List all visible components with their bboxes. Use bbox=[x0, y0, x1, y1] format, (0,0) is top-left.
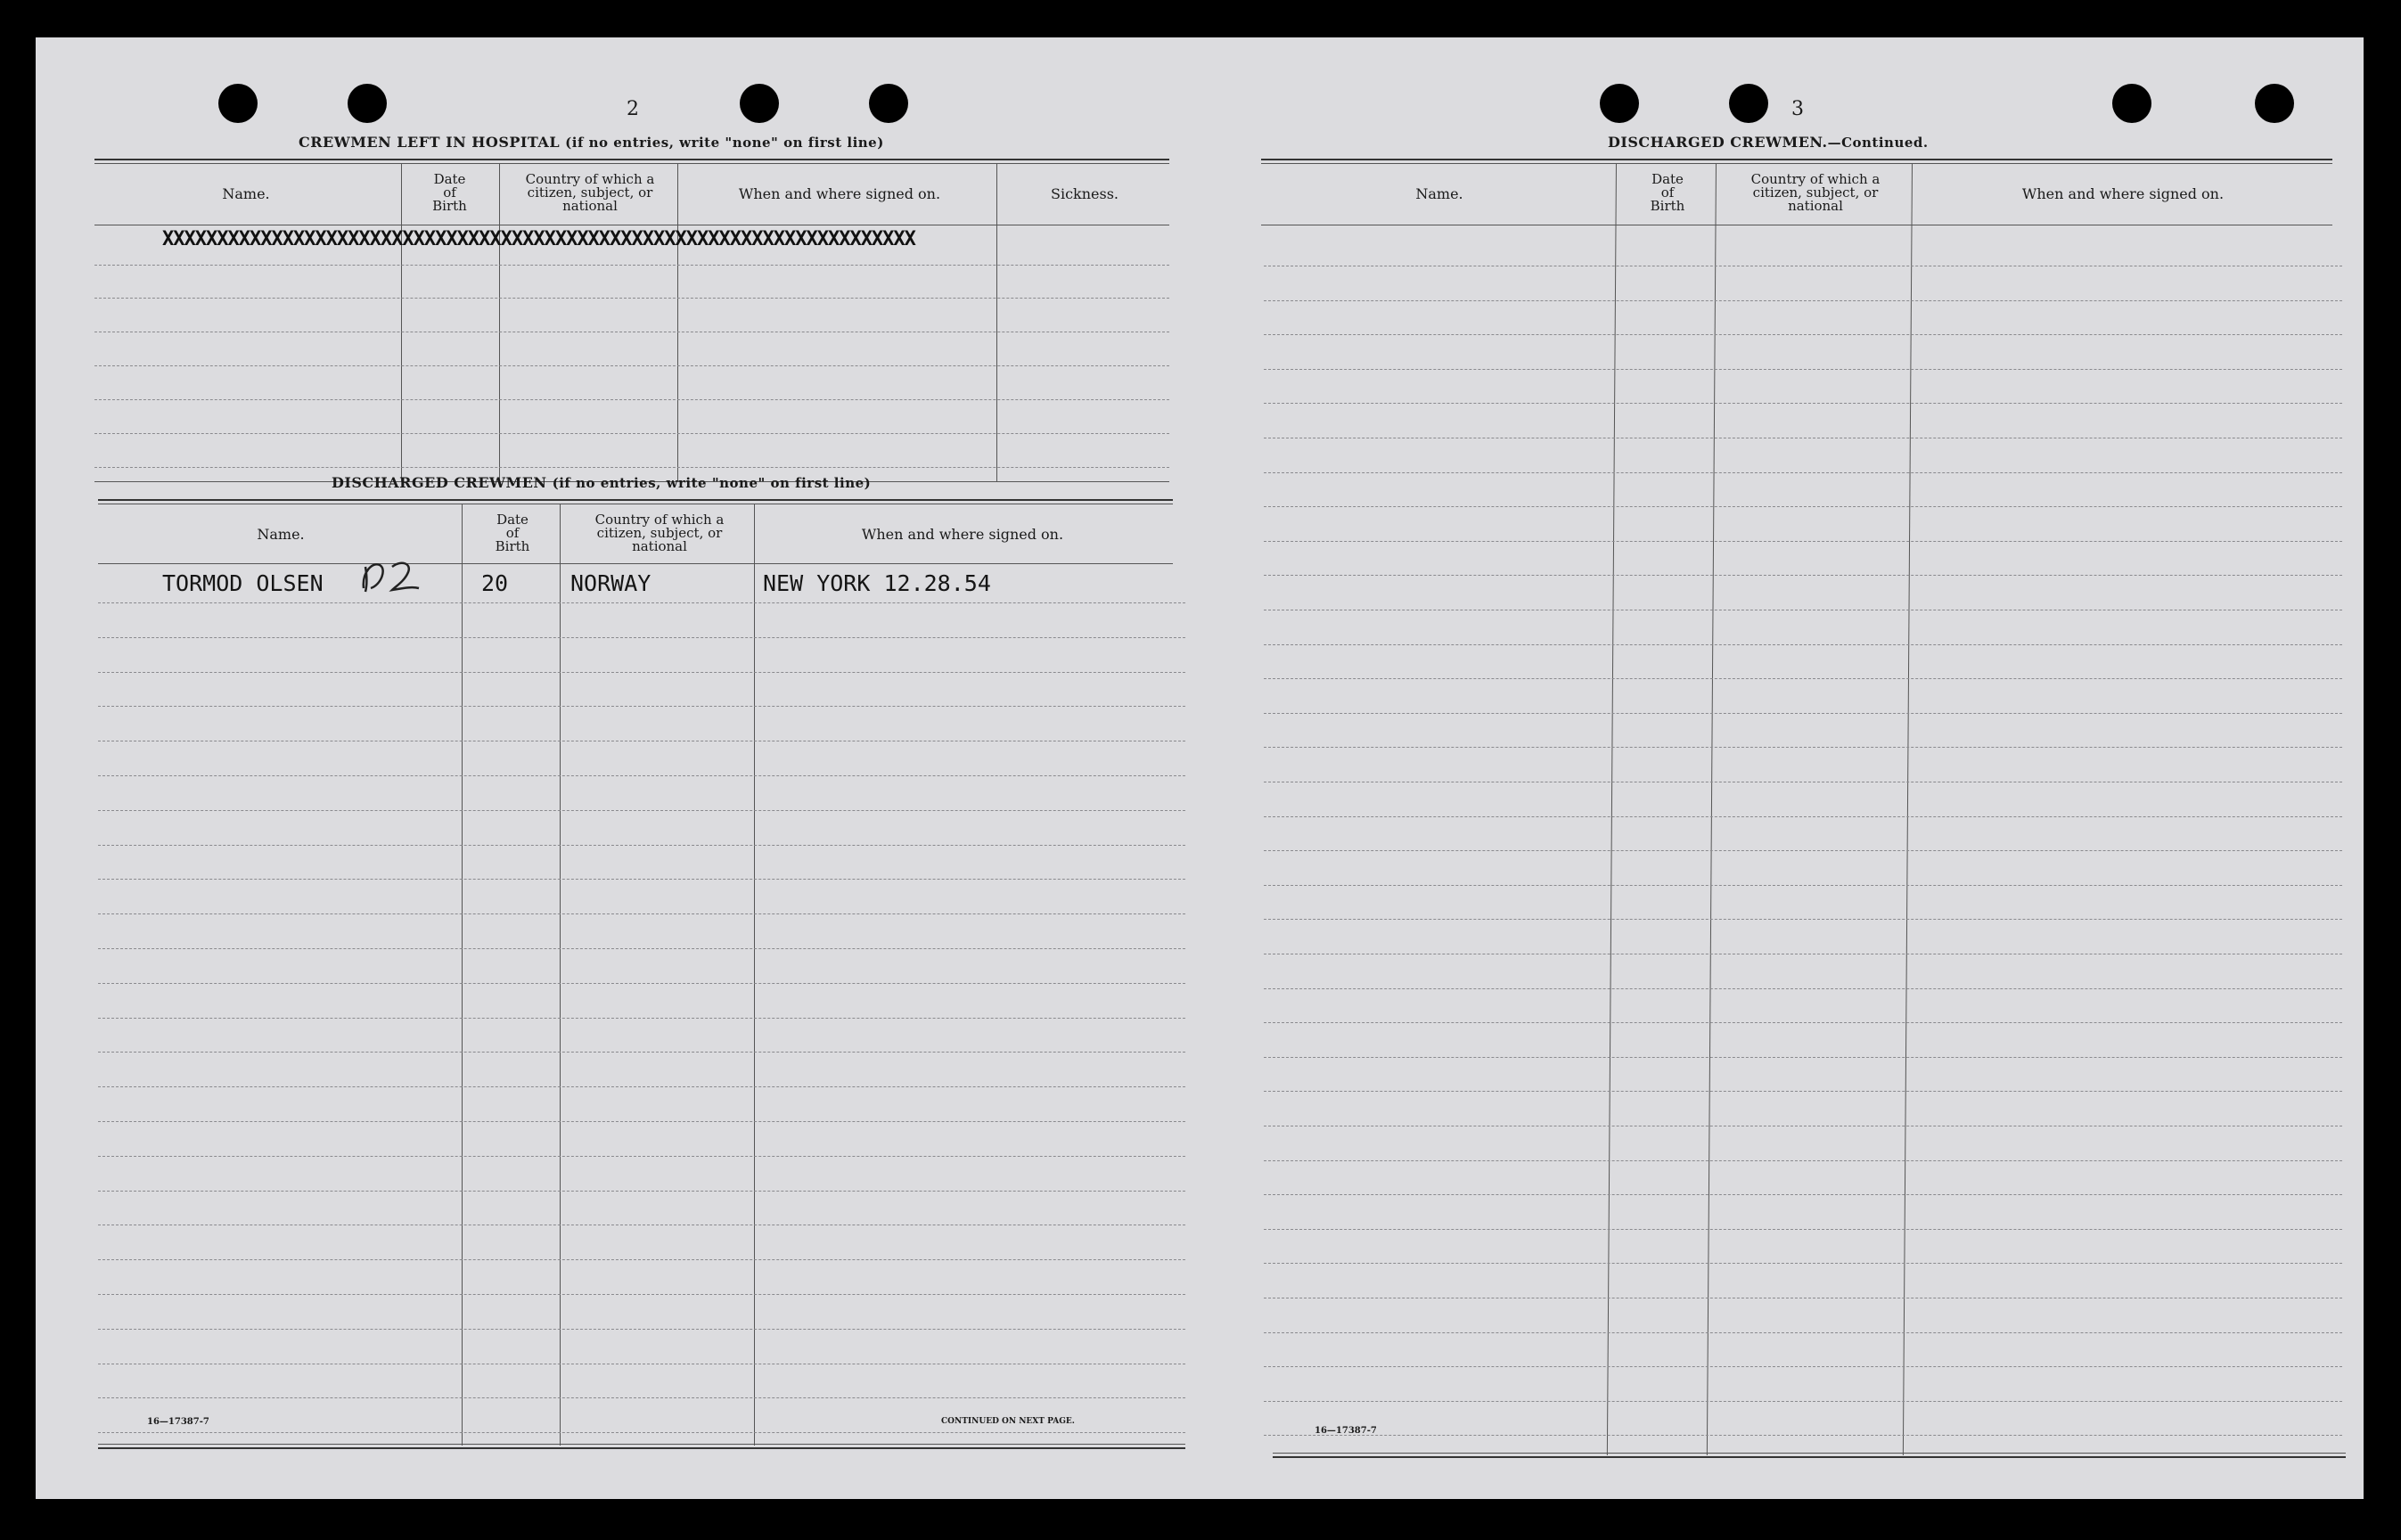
discharged-row-line bbox=[98, 845, 1185, 846]
discharged-row-line bbox=[98, 775, 1185, 776]
hospital-row-line bbox=[94, 265, 1169, 266]
right-row-line bbox=[1264, 369, 2342, 370]
hospital-top-rule bbox=[94, 159, 1169, 160]
right-row-line bbox=[1264, 334, 2342, 335]
hospital-col-signed: When and where signed on. bbox=[738, 185, 941, 202]
right-row-line bbox=[1264, 816, 2342, 817]
discharged-row-line bbox=[98, 1294, 1185, 1295]
handwritten-initials bbox=[356, 554, 437, 599]
discharged-row-line bbox=[98, 1397, 1185, 1398]
right-row-line bbox=[1264, 1366, 2342, 1367]
right-row-line bbox=[1264, 1194, 2342, 1195]
punch-hole bbox=[869, 84, 908, 123]
discharged-bottom-rule bbox=[98, 1444, 1185, 1445]
right-row-line bbox=[1264, 1229, 2342, 1230]
hospital-title-note: (if no entries, write "none" on first line) bbox=[565, 135, 884, 151]
page-number-right: 3 bbox=[1791, 98, 1804, 120]
punch-hole bbox=[2112, 84, 2151, 123]
right-top-rule bbox=[1261, 159, 2332, 160]
hospital-title-text: CREWMEN LEFT IN HOSPITAL bbox=[299, 134, 561, 151]
right-row-line bbox=[1264, 541, 2342, 542]
document-sheet bbox=[36, 37, 2364, 1499]
discharged-col-country: Country of which a citizen, subject, or national bbox=[594, 512, 725, 554]
right-row-line bbox=[1264, 1057, 2342, 1058]
right-row-line bbox=[1264, 1435, 2342, 1436]
right-row-line bbox=[1264, 919, 2342, 920]
right-row-line bbox=[1264, 1091, 2342, 1092]
discharged-row-line bbox=[98, 1052, 1185, 1053]
discharged-col-signed: When and where signed on. bbox=[861, 526, 1064, 543]
discharged-row-line bbox=[98, 879, 1185, 880]
right-row-line bbox=[1264, 678, 2342, 679]
punch-hole bbox=[1600, 84, 1639, 123]
right-row-line bbox=[1264, 300, 2342, 301]
hospital-section-title bbox=[299, 134, 884, 151]
discharged-bottom-rule-thick bbox=[98, 1447, 1185, 1449]
hospital-row-line bbox=[94, 433, 1169, 434]
hospital-divider bbox=[499, 163, 500, 482]
page-number-left: 2 bbox=[627, 98, 639, 120]
right-top-rule-thin bbox=[1261, 163, 2332, 164]
discharged-row-line bbox=[98, 1432, 1185, 1433]
right-row-line bbox=[1264, 1160, 2342, 1161]
discharged-title-text: DISCHARGED CREWMEN bbox=[332, 474, 547, 491]
entry-country: NORWAY bbox=[570, 570, 651, 596]
discharged-row-line bbox=[98, 1018, 1185, 1019]
right-row-line bbox=[1264, 644, 2342, 645]
right-row-line bbox=[1264, 713, 2342, 714]
punch-hole bbox=[2255, 84, 2294, 123]
right-divider bbox=[1707, 163, 1717, 1455]
entry-dob: 20 bbox=[481, 570, 509, 596]
continued-note: CONTINUED ON NEXT PAGE. bbox=[941, 1417, 1075, 1426]
hospital-col-name: Name. bbox=[222, 185, 270, 202]
right-row-line bbox=[1264, 885, 2342, 886]
entry-name: TORMOD OLSEN bbox=[162, 570, 324, 596]
right-row-line bbox=[1264, 747, 2342, 748]
hospital-col-sickness: Sickness. bbox=[1050, 185, 1119, 202]
discharged-row-line bbox=[98, 637, 1185, 638]
right-row-line bbox=[1264, 1022, 2342, 1023]
hospital-row-line bbox=[94, 365, 1169, 366]
discharged-divider bbox=[462, 504, 463, 1446]
punch-hole bbox=[348, 84, 387, 123]
hospital-divider bbox=[401, 163, 402, 482]
discharged-header-bottom bbox=[98, 563, 1173, 564]
entry-signed: NEW YORK 12.28.54 bbox=[763, 570, 991, 596]
discharged-row-line bbox=[98, 1086, 1185, 1087]
hospital-divider bbox=[996, 163, 997, 482]
hospital-crossed-out-entry: XXXXXXXXXXXXXXXXXXXXXXXXXXXXXXXXXXXXXXXXXXXXXXXXXXXXXXXXXXXXXXXXXXXXX bbox=[162, 228, 915, 250]
form-number-right: 16—17387-7 bbox=[1315, 1426, 1377, 1436]
right-bottom-rule bbox=[1273, 1453, 2346, 1454]
discharged-title-note: (if no entries, write "none" on first line) bbox=[552, 475, 872, 491]
right-row-line bbox=[1264, 988, 2342, 989]
discharged-row-line bbox=[98, 1329, 1185, 1330]
discharged-divider bbox=[754, 504, 755, 1446]
right-col-signed: When and where signed on. bbox=[2021, 185, 2225, 202]
right-divider bbox=[1607, 163, 1617, 1455]
discharged-top-rule bbox=[98, 499, 1173, 501]
discharged-divider bbox=[560, 504, 561, 1446]
form-number-left: 16—17387-7 bbox=[147, 1417, 209, 1427]
right-title-suffix: —Continued. bbox=[1827, 135, 1929, 151]
discharged-row-line bbox=[98, 602, 1185, 603]
right-row-line bbox=[1264, 575, 2342, 576]
right-title-text: DISCHARGED CREWMEN. bbox=[1608, 134, 1828, 151]
right-col-dob: Date of Birth bbox=[1650, 171, 1685, 214]
hospital-top-rule-thin bbox=[94, 163, 1169, 164]
punch-hole bbox=[1729, 84, 1768, 123]
right-col-country: Country of which a citizen, subject, or national bbox=[1750, 171, 1881, 214]
right-divider bbox=[1903, 163, 1913, 1455]
right-row-line bbox=[1264, 1332, 2342, 1333]
right-row-line bbox=[1264, 850, 2342, 851]
right-row-line bbox=[1264, 1401, 2342, 1402]
punch-hole bbox=[740, 84, 779, 123]
discharged-row-line bbox=[98, 706, 1185, 707]
right-section-title bbox=[1608, 134, 1929, 151]
hospital-row-line bbox=[94, 298, 1169, 299]
punch-hole bbox=[218, 84, 258, 123]
discharged-row-line bbox=[98, 1259, 1185, 1260]
discharged-row-line bbox=[98, 672, 1185, 673]
discharged-row-line bbox=[98, 913, 1185, 914]
right-row-line bbox=[1264, 472, 2342, 473]
hospital-col-dob: Date of Birth bbox=[432, 171, 467, 214]
right-row-line bbox=[1264, 403, 2342, 404]
discharged-row-line bbox=[98, 1121, 1185, 1122]
discharged-row-line bbox=[98, 1191, 1185, 1192]
discharged-row-line bbox=[98, 810, 1185, 811]
right-bottom-rule-thick bbox=[1273, 1456, 2346, 1458]
discharged-section-title-main bbox=[332, 474, 871, 491]
right-row-line bbox=[1264, 506, 2342, 507]
hospital-row-line bbox=[94, 467, 1169, 468]
hospital-divider bbox=[677, 163, 678, 482]
discharged-row-line bbox=[98, 983, 1185, 984]
right-row-line bbox=[1264, 1263, 2342, 1264]
discharged-col-name: Name. bbox=[257, 526, 305, 543]
discharged-col-dob: Date of Birth bbox=[495, 512, 530, 554]
discharged-row-line bbox=[98, 948, 1185, 949]
hospital-col-country: Country of which a citizen, subject, or national bbox=[525, 171, 655, 214]
discharged-row-line bbox=[98, 1156, 1185, 1157]
hospital-row-line bbox=[94, 399, 1169, 400]
right-col-name: Name. bbox=[1415, 185, 1463, 202]
